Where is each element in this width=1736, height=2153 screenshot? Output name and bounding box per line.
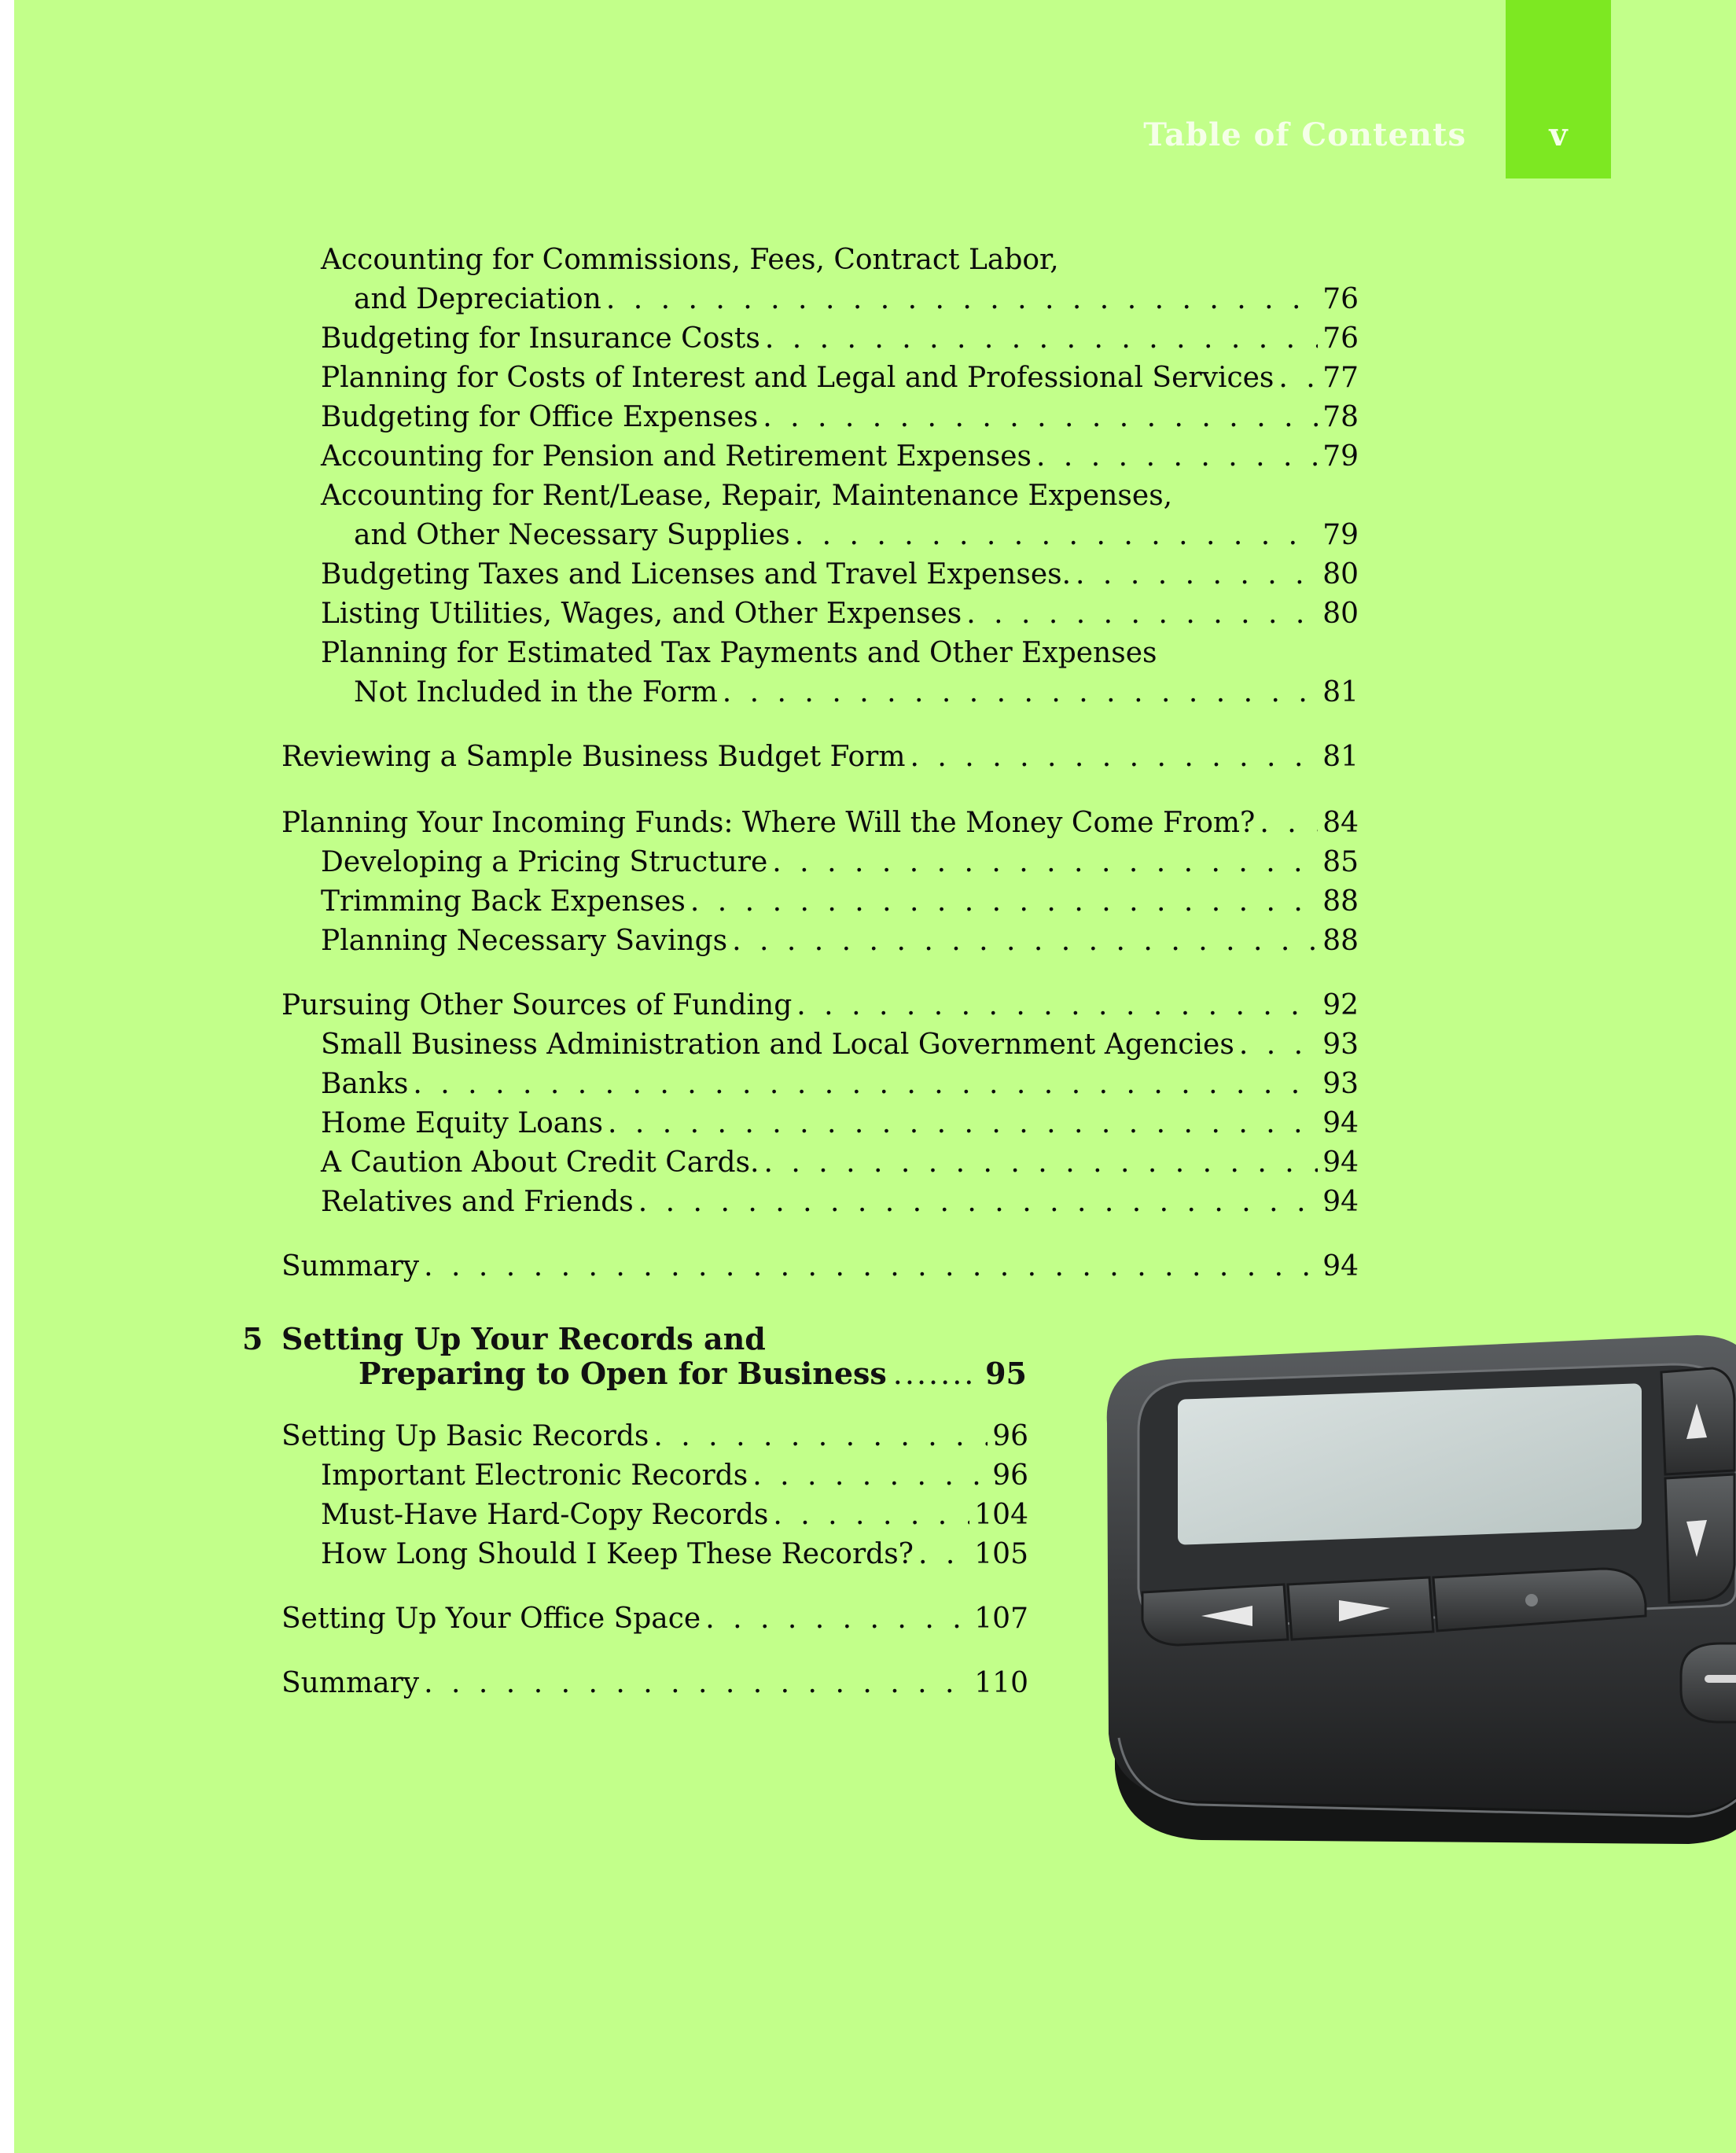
running-header-title: Table of Contents [1143, 116, 1466, 153]
dot-leader [1260, 807, 1318, 839]
toc-entry-label: Trimming Back Expenses [321, 885, 686, 918]
dot-leader [424, 1250, 1318, 1283]
toc-entry-page: 105 [974, 1538, 1028, 1570]
toc-section[interactable] [281, 807, 1359, 846]
pager-illustration [1060, 1329, 1736, 1864]
toc-entry-label: Must-Have Hard-Copy Records [321, 1499, 769, 1531]
toc-entry[interactable] [321, 1186, 1359, 1225]
toc-entry[interactable] [321, 1538, 1028, 1577]
toc-entry-label: Summary [281, 1667, 420, 1699]
toc-entry-page: 104 [974, 1499, 1028, 1531]
toc-entry-page: 96 [992, 1459, 1028, 1492]
toc-entry[interactable] [321, 1499, 1028, 1538]
toc-entry[interactable] [321, 1459, 1028, 1499]
toc-entry[interactable] [321, 885, 1359, 925]
toc-entry[interactable] [354, 519, 1359, 558]
toc-entry-page: 110 [974, 1667, 1028, 1699]
dot-leader [763, 1146, 1318, 1179]
toc-entry-label: Planning Your Incoming Funds: Where Will the Money Come From? [281, 807, 1256, 839]
toc-entry-label: Planning Necessary Savings [321, 925, 728, 957]
toc-entry-label: Relatives and Friends [321, 1186, 634, 1218]
toc-entry[interactable] [321, 362, 1359, 401]
toc-entry-first-line: Accounting for Commissions, Fees, Contract Labor, [321, 244, 1059, 276]
toc-entry[interactable] [321, 322, 1359, 362]
chapter-number: 5 [242, 1321, 263, 1356]
dot-leader [772, 846, 1318, 878]
toc-entry-page: 81 [1322, 741, 1359, 773]
toc-entry-label: Budgeting Taxes and Licenses and Travel Expenses. [321, 558, 1072, 591]
toc-entry-label: Not Included in the Form [354, 676, 718, 708]
pager-screen [1178, 1383, 1642, 1545]
toc-entry-page: 92 [1322, 989, 1359, 1021]
toc-entry-page: 84 [1322, 807, 1359, 839]
page [14, 0, 1736, 2153]
dot-leader [765, 322, 1318, 355]
toc-entry-label: and Other Necessary Supplies [354, 519, 790, 551]
chapter-title-line1[interactable]: Setting Up Your Records and [281, 1321, 766, 1356]
toc-entry-label: How Long Should I Keep These Records? [321, 1538, 914, 1570]
toc-entry-label: Developing a Pricing Structure [321, 846, 768, 878]
dot-leader [1076, 558, 1318, 591]
toc-entry[interactable] [354, 676, 1359, 716]
toc-entry-page: 107 [974, 1603, 1028, 1635]
toc-entry[interactable] [321, 1107, 1359, 1146]
toc-entry[interactable] [321, 401, 1359, 440]
toc-section[interactable] [281, 741, 1359, 780]
page-number: v [1549, 116, 1568, 153]
toc-entry[interactable] [321, 925, 1359, 964]
toc-entry-label: Important Electronic Records [321, 1459, 748, 1492]
dot-leader [1278, 362, 1318, 394]
toc-entry[interactable] [321, 558, 1359, 598]
toc-section[interactable] [281, 1603, 1028, 1642]
toc-entry-page: 85 [1322, 846, 1359, 878]
toc-entry[interactable] [321, 598, 1359, 637]
dot-leader [690, 885, 1318, 918]
dot-leader [1036, 440, 1318, 473]
toc-entry[interactable] [321, 440, 1359, 480]
toc-entry-page: 94 [1322, 1146, 1359, 1179]
toc-entry-page: 88 [1322, 885, 1359, 918]
toc-entry-label: Small Business Administration and Local Government Agencies [321, 1029, 1234, 1061]
toc-entry-label: and Depreciation [354, 283, 601, 315]
toc-entry-page: 79 [1322, 440, 1359, 473]
toc-entry[interactable] [354, 283, 1359, 322]
toc-entry-label: Banks [321, 1068, 409, 1100]
toc-entry-label: Budgeting for Insurance Costs [321, 322, 760, 355]
dot-leader [723, 676, 1318, 708]
toc-section[interactable] [281, 1667, 1028, 1706]
toc-section[interactable] [281, 1420, 1028, 1459]
toc-entry-page: 88 [1322, 925, 1359, 957]
center-dot-icon [1525, 1594, 1538, 1606]
toc-entry-label: Setting Up Basic Records [281, 1420, 649, 1452]
toc-entry-label: Accounting for Pension and Retirement Expenses [321, 440, 1032, 473]
toc-entry-page: 81 [1322, 676, 1359, 708]
toc-entry-page: 79 [1322, 519, 1359, 551]
dot-leader [638, 1186, 1318, 1218]
toc-entry-label: Setting Up Your Office Space [281, 1603, 701, 1635]
toc-entry-page: 94 [1322, 1250, 1359, 1283]
chapter-title-label: Preparing to Open for Business [359, 1356, 887, 1391]
toc-entry-label: Listing Utilities, Wages, and Other Expenses [321, 598, 962, 630]
toc-entry-page: 80 [1322, 558, 1359, 591]
chapter-title-line2[interactable] [359, 1356, 1027, 1391]
chapter-page: 95 [985, 1356, 1027, 1391]
toc-entry-page: 77 [1322, 362, 1359, 394]
toc-entry-page: 94 [1322, 1107, 1359, 1139]
toc-entry-first-line: Accounting for Rent/Lease, Repair, Maintenance Expenses, [321, 480, 1173, 512]
dot-leader [893, 1356, 979, 1391]
dot-leader [910, 741, 1319, 773]
toc-entry[interactable] [321, 1068, 1359, 1107]
dot-leader [763, 401, 1318, 433]
toc-section[interactable] [281, 1250, 1359, 1290]
toc-entry-label: Home Equity Loans [321, 1107, 603, 1139]
dot-leader [653, 1420, 988, 1452]
dot-leader [608, 1107, 1318, 1139]
toc-entry-page: 93 [1322, 1068, 1359, 1100]
side-button-mark-icon [1705, 1675, 1736, 1683]
dot-leader [413, 1068, 1318, 1100]
toc-entry-label: Reviewing a Sample Business Budget Form [281, 741, 906, 773]
dot-leader [966, 598, 1318, 630]
dot-leader [1239, 1029, 1318, 1061]
dot-leader [773, 1499, 969, 1531]
toc-entry-label: Summary [281, 1250, 420, 1283]
toc-section[interactable] [281, 989, 1359, 1029]
toc-entry-page: 76 [1322, 322, 1359, 355]
toc-entry-first-line: Planning for Estimated Tax Payments and Other Expenses [321, 637, 1157, 669]
toc-entry-page: 96 [992, 1420, 1028, 1452]
toc-entry-page: 80 [1322, 598, 1359, 630]
toc-entry-page: 93 [1322, 1029, 1359, 1061]
dot-leader [732, 925, 1318, 957]
dot-leader [795, 519, 1319, 551]
toc-entry-page: 94 [1322, 1186, 1359, 1218]
toc-entry-label: A Caution About Credit Cards. [321, 1146, 760, 1179]
toc-entry-label: Pursuing Other Sources of Funding [281, 989, 793, 1021]
toc-entry-page: 76 [1322, 283, 1359, 315]
toc-entry-page: 78 [1322, 401, 1359, 433]
dot-leader [606, 283, 1318, 315]
dot-leader [705, 1603, 969, 1635]
dot-leader [752, 1459, 988, 1492]
dot-leader [918, 1538, 969, 1570]
toc-entry[interactable] [321, 1029, 1359, 1068]
dot-leader [424, 1667, 969, 1699]
toc-entry-label: Planning for Costs of Interest and Legal and Professional Services [321, 362, 1274, 394]
dot-leader [796, 989, 1318, 1021]
toc-entry-label: Budgeting for Office Expenses [321, 401, 759, 433]
toc-entry[interactable] [321, 1146, 1359, 1186]
toc-entry[interactable] [321, 846, 1359, 885]
